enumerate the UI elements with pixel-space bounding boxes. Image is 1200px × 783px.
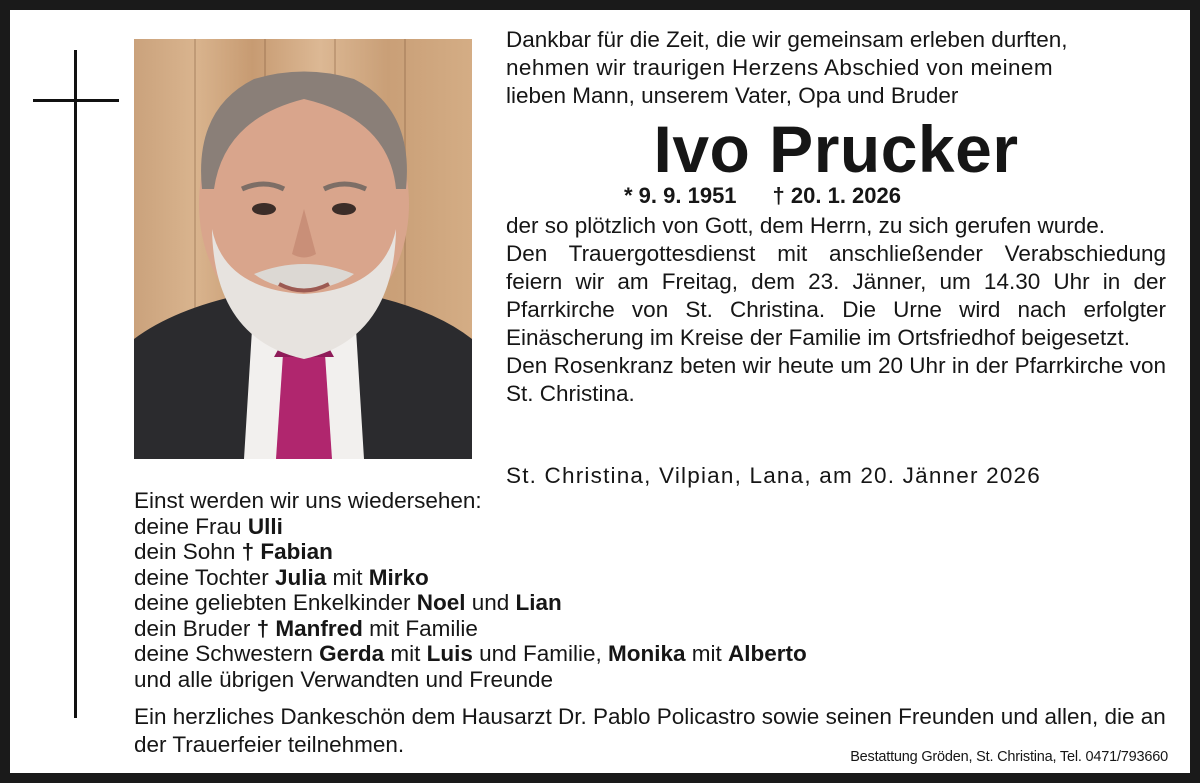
intro-line: Dankbar für die Zeit, die wir gemeinsam erleben durften, (506, 27, 1068, 52)
family-line: deine Tochter Julia mit Mirko (134, 564, 429, 590)
funeral-home-footer: Bestattung Gröden, St. Christina, Tel. 0471/793660 (850, 749, 1168, 765)
announcement-paragraph: Den Rosenkranz beten wir heute um 20 Uhr in der Pfarrkirche von St. Christina. (506, 353, 1166, 406)
death-date: † 20. 1. 2026 (772, 183, 901, 208)
obituary-card (10, 10, 1190, 773)
family-line: deine Schwestern Gerda mit Luis und Familie, Monika mit Alberto (134, 641, 807, 666)
intro-line: lieben Mann, unserem Vater, Opa und Bruder (506, 83, 959, 108)
family-line: und alle übrigen Verwandten und Freunde (134, 666, 554, 692)
family-line: dein Sohn † Fabian (134, 539, 333, 564)
family-line: deine geliebten Enkelkinder Noel und Lian (134, 590, 562, 615)
family-line: deine Frau Ulli (134, 513, 283, 539)
place-and-date: St. Christina, Vilpian, Lana, am 20. Jänner 2026 (506, 463, 1041, 488)
intro-text (506, 26, 1166, 110)
deceased-name: Ivo Prucker (653, 112, 1019, 186)
thanks-text: Ein herzliches Dankeschön dem Hausarzt Dr. Pablo Policastro sowie seinen Freunden und allen, die an der Trauerfeier teilnehmen. (134, 704, 1166, 757)
cross-icon-vertical (74, 50, 77, 718)
family-list (134, 488, 1034, 692)
life-dates (624, 182, 901, 210)
cross-icon-horizontal (33, 99, 119, 102)
announcement-paragraph: Den Trauergottesdienst mit anschließender Verabschiedung feiern wir am Freitag, dem 23. Jänner, um 14.30 Uhr in der Pfarrkirche von St. Christina. Die Urne wird nach erfolgter Einäscherung im Kreise der Familie im Ortsfriedhof beigesetzt. (506, 241, 1166, 350)
announcement-text (506, 212, 1166, 408)
portrait-photo (134, 39, 472, 459)
intro-line: nehmen wir traurigen Herzens Abschied von meinem (506, 55, 1053, 80)
family-heading: Einst werden wir uns wiedersehen: (134, 488, 482, 513)
family-line: dein Bruder † Manfred mit Familie (134, 615, 478, 641)
birth-date: * 9. 9. 1951 (624, 183, 737, 208)
announcement-paragraph: der so plötzlich von Gott, dem Herrn, zu sich gerufen wurde. (506, 213, 1106, 238)
